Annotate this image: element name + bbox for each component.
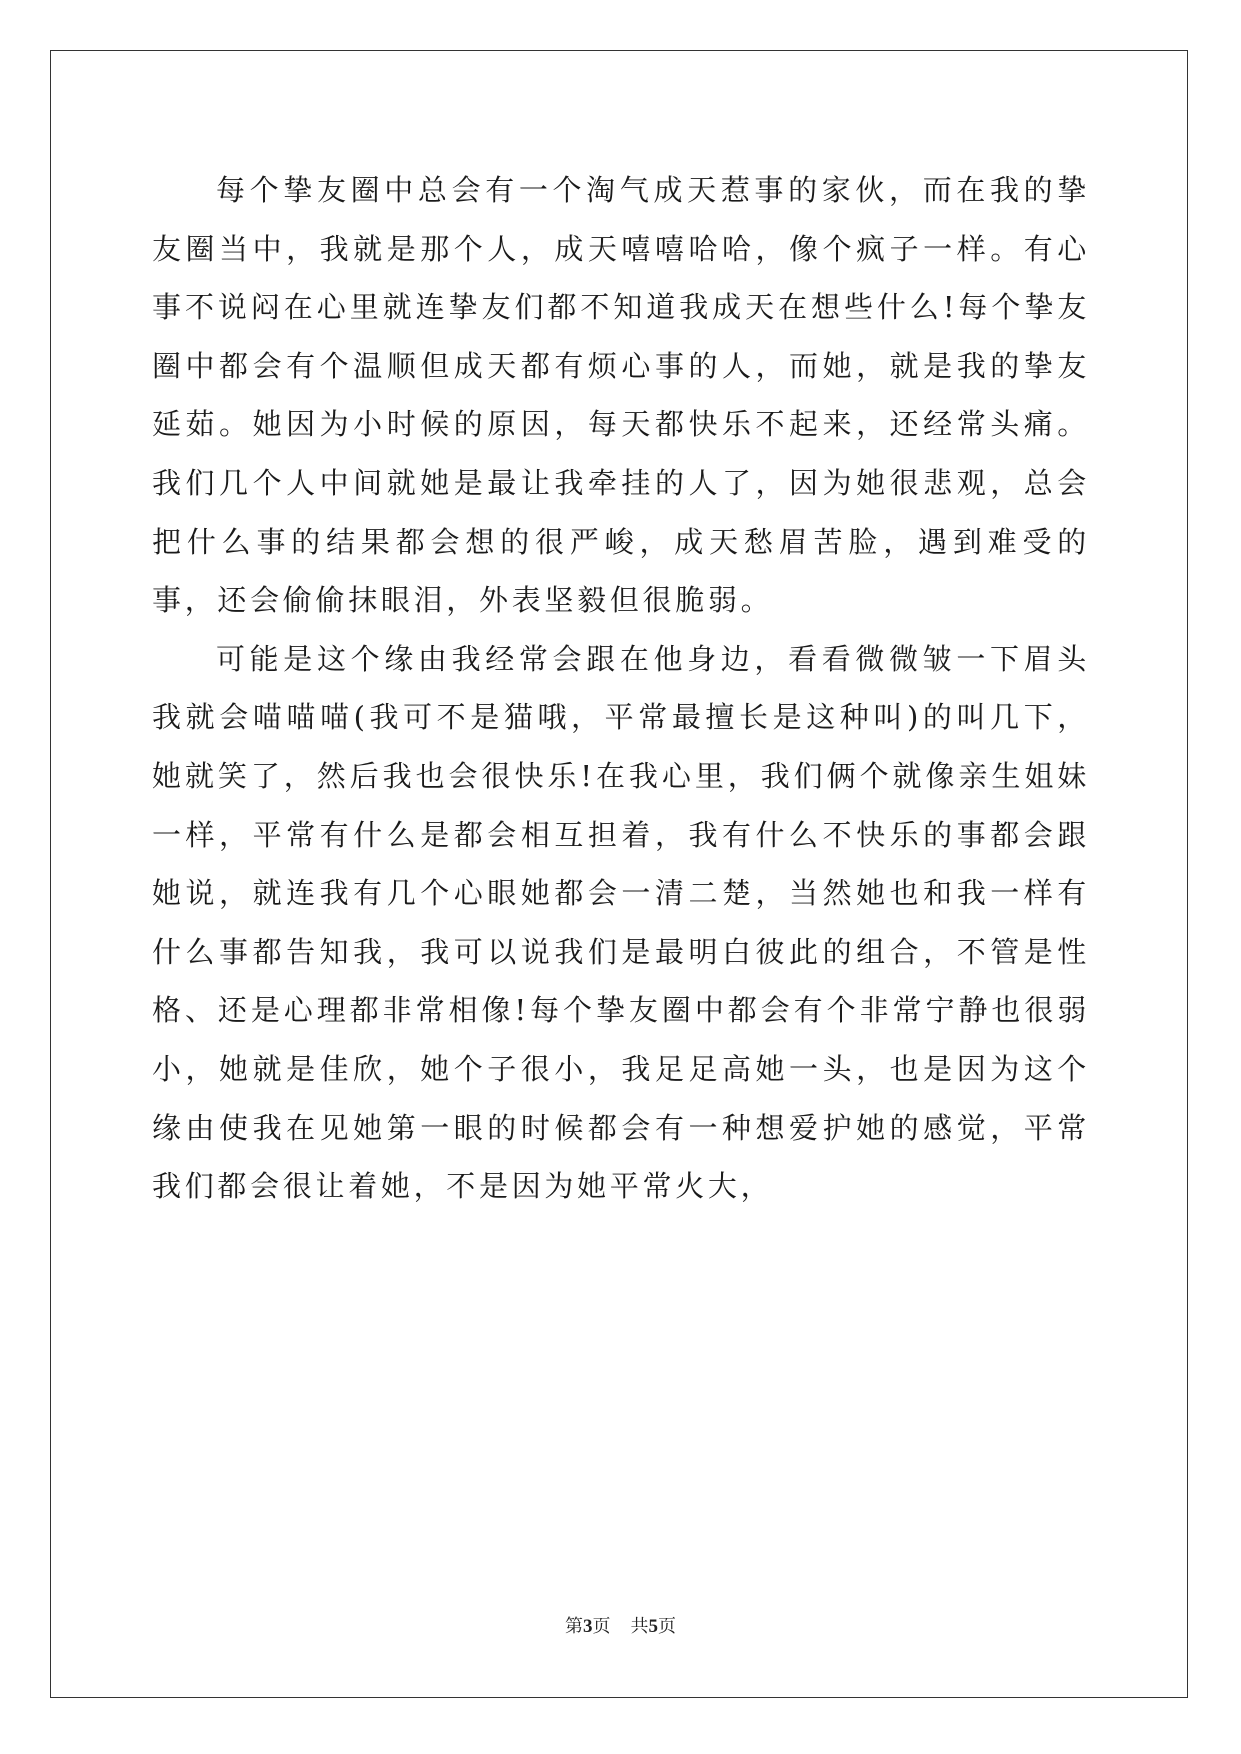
footer-total-suffix: 页 xyxy=(658,1616,676,1637)
document-body xyxy=(152,161,1090,1216)
page-number-footer xyxy=(0,1612,1241,1638)
footer-page-suffix: 页 xyxy=(592,1616,611,1637)
paragraph-2: 可能是这个缘由我经常会跟在他身边，看看微微皱一下眉头我就会喵喵喵(我可不是猫哦，平常最擅长是这种叫)的叫几下，她就笑了，然后我也会很快乐!在我心里，我们俩个就像亲生姐妹一样，平常有什么是都会相互担着，我有什么不快乐的事都会跟她说，就连我有几个心眼她都会一清二楚，当然她也和我一样有什么事都告知我，我可以说我们是最明白彼此的组合，不管是性格、还是心理都非常相像!每个挚友圈中都会有个非常宁静也很弱小，她就是佳欣，她个子很小，我足足高她一头，也是因为这个缘由使我在见她第一眼的时候都会有一种想爱护她的感觉，平常我们都会很让着她，不是因为她平常火大， xyxy=(152,641,1090,1204)
footer-prefix: 第 xyxy=(565,1616,583,1637)
current-page-number: 3 xyxy=(583,1616,593,1637)
footer-total-prefix: 共 xyxy=(630,1616,649,1637)
paragraph-1: 每个挚友圈中总会有一个淘气成天惹事的家伙，而在我的挚友圈当中，我就是那个人，成天嘻嘻哈哈，像个疯子一样。有心事不说闷在心里就连挚友们都不知道我成天在想些什么!每个挚友圈中都会有个温顺但成天都有烦心事的人，而她，就是我的挚友延茹。她因为小时候的原因，每天都快乐不起来，还经常头痛。我们几个人中间就她是最让我牵挂的人了，因为她很悲观，总会把什么事的结果都会想的很严峻，成天愁眉苦脸，遇到难受的事，还会偷偷抹眼泪，外表坚毅但很脆弱。 xyxy=(152,173,1090,618)
total-pages-number: 5 xyxy=(648,1616,658,1637)
